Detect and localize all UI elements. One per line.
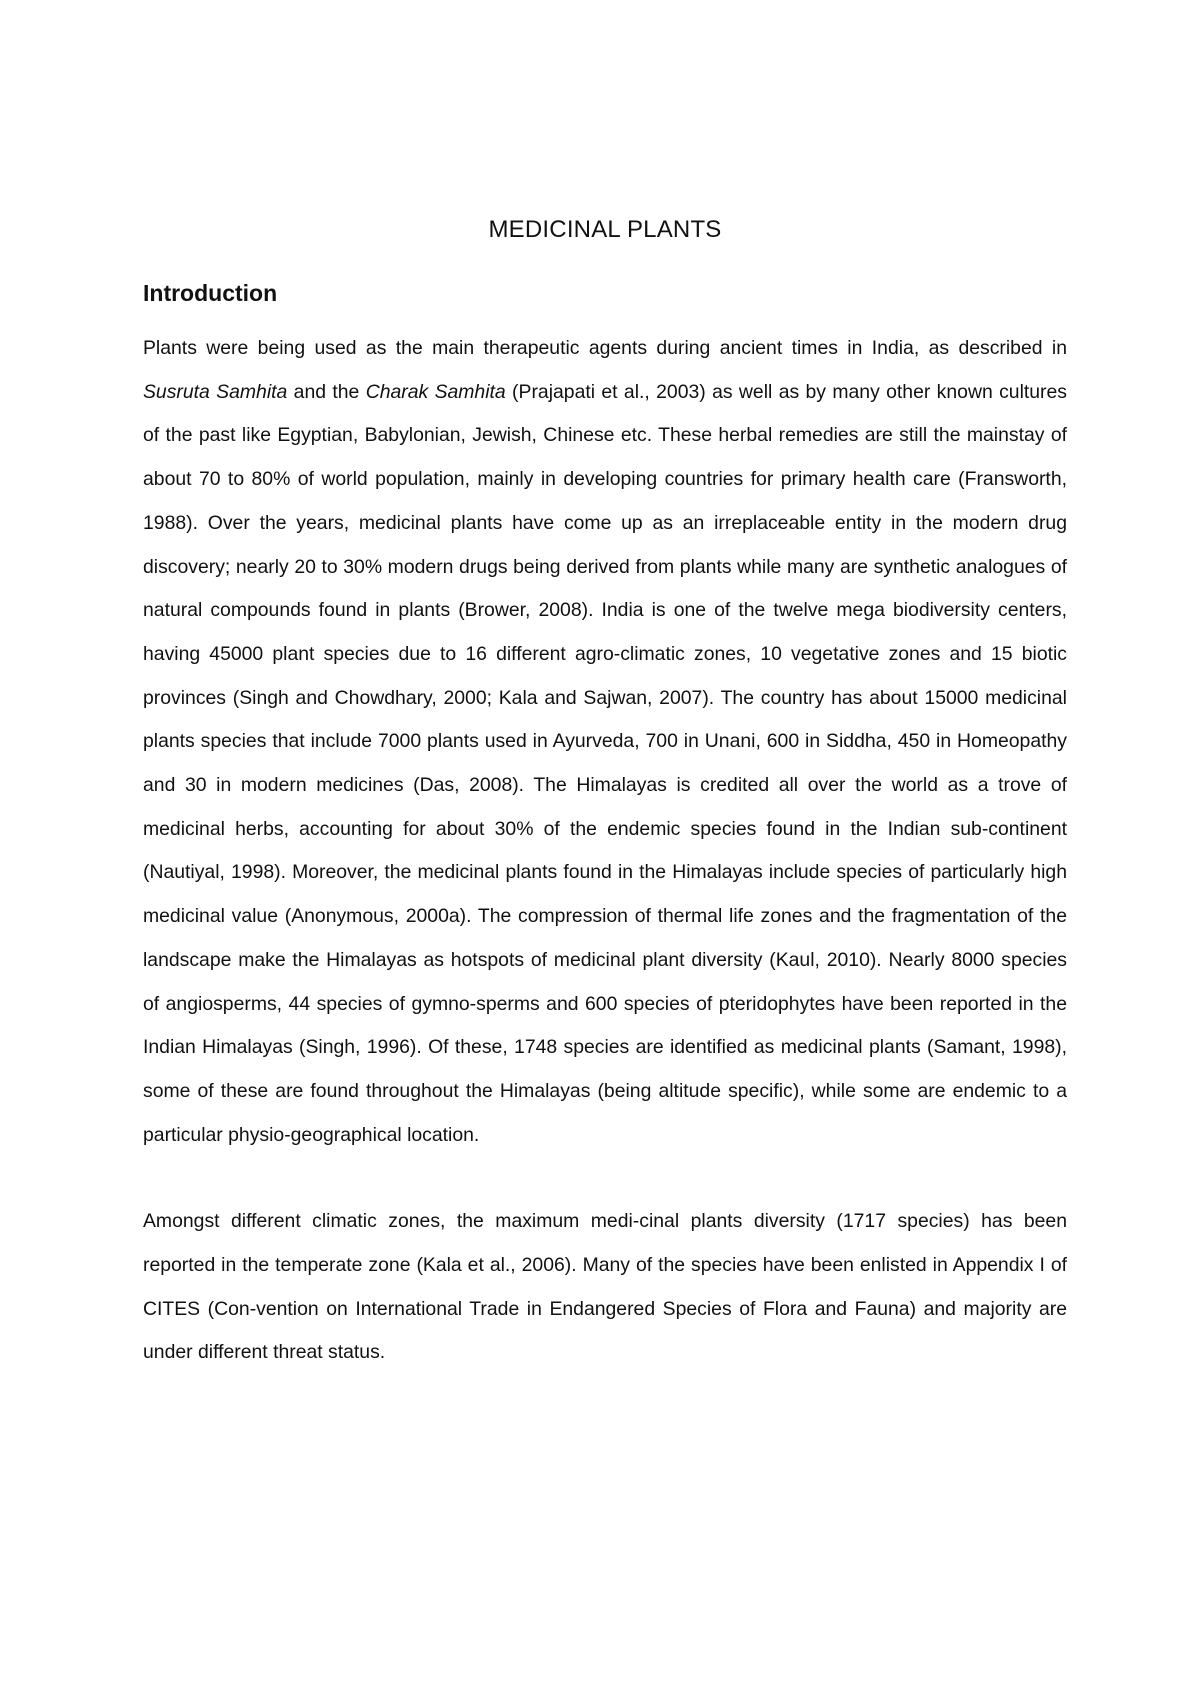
- italic-reference-charak-samhita: Charak Samhita: [365, 380, 506, 403]
- section-heading-introduction: Introduction: [143, 280, 278, 306]
- document-body: [143, 216, 1067, 1375]
- paragraph-introduction-2: Amongst different climatic zones, the maximum medi-cinal plants diversity (1717 species) has been reported in the temperate zone (Kala et al., 2006). Many of the species have been enlisted in Appendix I of CITES (Con-vention on International Trade in Endangered Species of Flora and Fauna) and majority are under different threat status.: [143, 1210, 1067, 1364]
- paragraph-text: (Prajapati et al., 2003) as well as by many other known cultures of the past like Egyptian, Babylonian, Jewish, Chinese etc. These herbal remedies are still the mainstay of about 70 to 80% of world population, mainly in developing countries for primary health care (Fransworth, 1988). Over the years, medicinal plants have come up as an irreplaceable entity in the modern drug discovery; nearly 20 to 30% modern drugs being derived from plants while many are synthetic analogues of natural compounds found in plants (Brower, 2008). India is one of the twelve mega biodiversity centers, having 45000 plant species due to 16 different agro-climatic zones, 10 vegetative zones and 15 biotic provinces (Singh and Chowdhary, 2000; Kala and Sajwan, 2007). The country has about 15000 medicinal plants species that include 7000 plants used in Ayurveda, 700 in Unani, 600 in Siddha, 450 in Homeopathy and 30 in modern medicines (Das, 2008). The Himalayas is credited all over the world as a trove of medicinal herbs, accounting for about 30% of the endemic species found in the Indian sub-continent (Nautiyal, 1998). Moreover, the medicinal plants found in the Himalayas include species of particularly high medicinal value (Anonymous, 2000a). The compression of thermal life zones and the fragmentation of the landscape make the Himalayas as hotspots of medicinal plant diversity (Kaul, 2010). Nearly 8000 species of angiosperms, 44 species of gymno-sperms and 600 species of pteridophytes have been reported in the Indian Himalayas (Singh, 1996). Of these, 1748 species are identified as medicinal plants (Samant, 1998), some of these are found throughout the Himalayas (being altitude specific), while some are endemic to a particular physio-geographical location.: [143, 380, 1067, 1146]
- paragraph-introduction-1: [143, 327, 1067, 1157]
- italic-reference-susruta-samhita: Susruta Samhita: [143, 380, 288, 403]
- document-title: MEDICINAL PLANTS: [488, 216, 722, 243]
- paragraph-text: and the: [287, 380, 366, 403]
- paragraph-text: Plants were being used as the main therapeutic agents during ancient times in India, as described in: [143, 337, 1067, 359]
